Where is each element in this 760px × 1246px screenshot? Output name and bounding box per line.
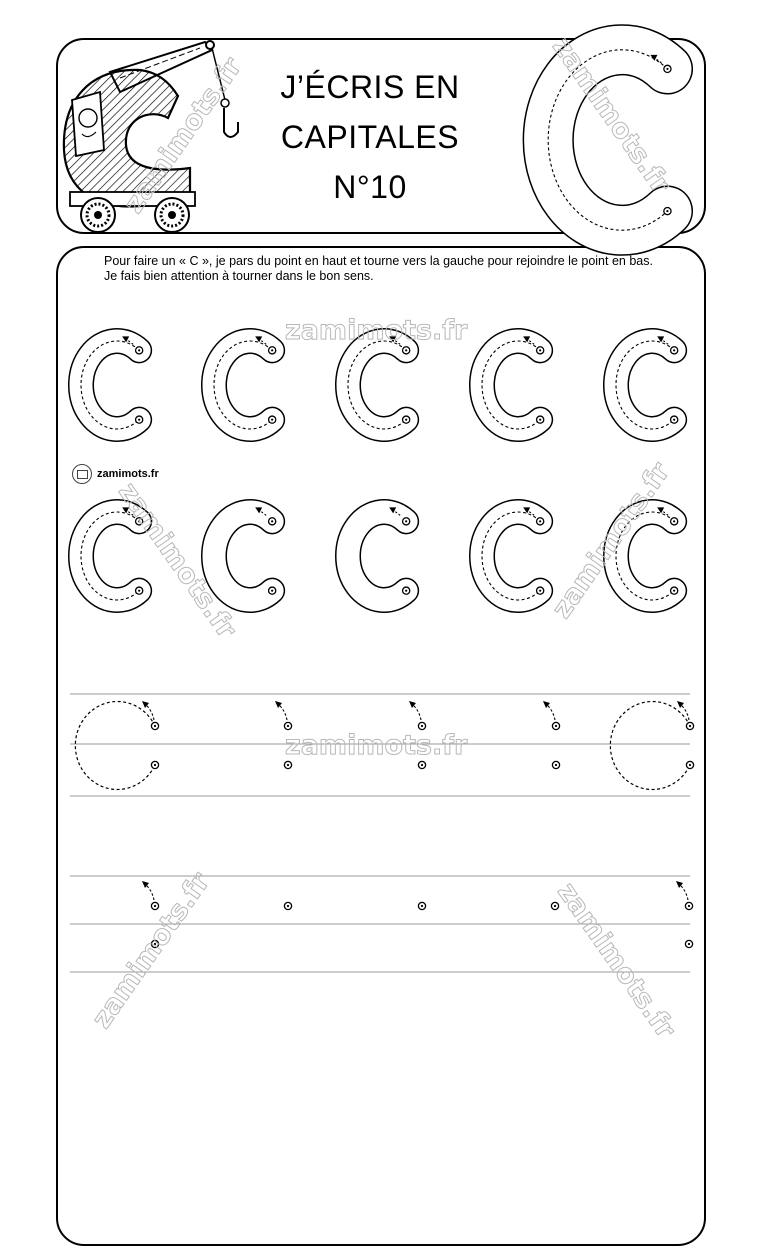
row1-letter-c <box>81 336 143 429</box>
start-dot-center <box>405 590 407 592</box>
start-dot-center <box>154 764 156 766</box>
row4-letter-slot <box>551 902 558 909</box>
start-dot-center <box>688 943 690 945</box>
row2-letter-c <box>214 507 276 600</box>
row1-letter-c <box>214 336 276 429</box>
start-dot-center <box>689 725 691 727</box>
start-dot-center <box>271 419 273 421</box>
letter-guide <box>75 702 155 790</box>
header-letter-c <box>548 50 671 230</box>
start-dot-center <box>554 905 556 907</box>
start-dot-center <box>539 419 541 421</box>
start-dot-center <box>689 764 691 766</box>
start-dot-center <box>271 349 273 351</box>
start-dot-center <box>138 419 140 421</box>
row1-letter-c <box>616 336 678 429</box>
direction-arrow <box>145 884 154 900</box>
start-dot-center <box>688 905 690 907</box>
start-dot-center <box>421 764 423 766</box>
row2-letter-c <box>482 507 544 600</box>
title-line-3: N°10 <box>333 169 407 205</box>
start-dot-center <box>271 520 273 522</box>
crane-truck-illustration <box>64 41 238 232</box>
direction-arrow <box>680 704 689 720</box>
start-dot-center <box>673 520 675 522</box>
start-dot-center <box>405 520 407 522</box>
start-dot-center <box>287 764 289 766</box>
start-dot-center <box>555 764 557 766</box>
brand-label: zamimots.fr <box>97 468 159 480</box>
start-dot-center <box>138 590 140 592</box>
start-dot-center <box>405 419 407 421</box>
direction-arrow <box>278 704 287 720</box>
row3-letter-slot <box>409 701 426 769</box>
instruction-line-2: Je fais bien attention à tourner dans le bon sens. <box>104 269 374 283</box>
row3-letter-slot <box>543 701 560 769</box>
direction-arrow <box>412 704 421 720</box>
row4-letter-slot <box>142 881 159 948</box>
row3-letter-slot <box>75 701 158 790</box>
start-dot-center <box>673 419 675 421</box>
row4-letter-slot <box>418 902 425 909</box>
direction-arrow <box>679 884 688 900</box>
start-dot-center <box>138 520 140 522</box>
title-line-2: CAPITALES <box>280 119 460 155</box>
start-dot-center <box>405 349 407 351</box>
letter-guide <box>610 702 690 790</box>
start-dot-center <box>154 943 156 945</box>
row3-letter-slot <box>275 701 292 769</box>
start-dot-center <box>138 349 140 351</box>
direction-arrow <box>145 704 154 720</box>
start-dot-center <box>154 905 156 907</box>
start-dot-center <box>673 349 675 351</box>
start-dot-center <box>666 210 668 212</box>
row2-letter-c <box>81 507 143 600</box>
start-dot-center <box>666 68 668 70</box>
start-dot-center <box>421 905 423 907</box>
row3-letter-slot <box>610 701 693 790</box>
row1-letter-c <box>348 336 410 429</box>
title-line-1: J’ÉCRIS EN <box>280 69 460 105</box>
row2-letter-c <box>616 507 678 600</box>
start-dot-center <box>271 590 273 592</box>
row1-letter-c <box>482 336 544 429</box>
start-dot-center <box>539 590 541 592</box>
start-dot-center <box>287 905 289 907</box>
start-dot-center <box>539 349 541 351</box>
direction-arrow <box>546 704 555 720</box>
start-dot-center <box>421 725 423 727</box>
instruction-line-1: Pour faire un « C », je pars du point en haut et tourne vers la gauche pour rejoindre le point en bas. <box>104 254 653 268</box>
start-dot-center <box>555 725 557 727</box>
start-dot-center <box>154 725 156 727</box>
row4-letter-slot <box>284 902 291 909</box>
row2-letter-c <box>348 507 410 600</box>
start-dot-center <box>539 520 541 522</box>
start-dot-center <box>673 590 675 592</box>
start-dot-center <box>287 725 289 727</box>
row4-letter-slot <box>676 881 693 948</box>
